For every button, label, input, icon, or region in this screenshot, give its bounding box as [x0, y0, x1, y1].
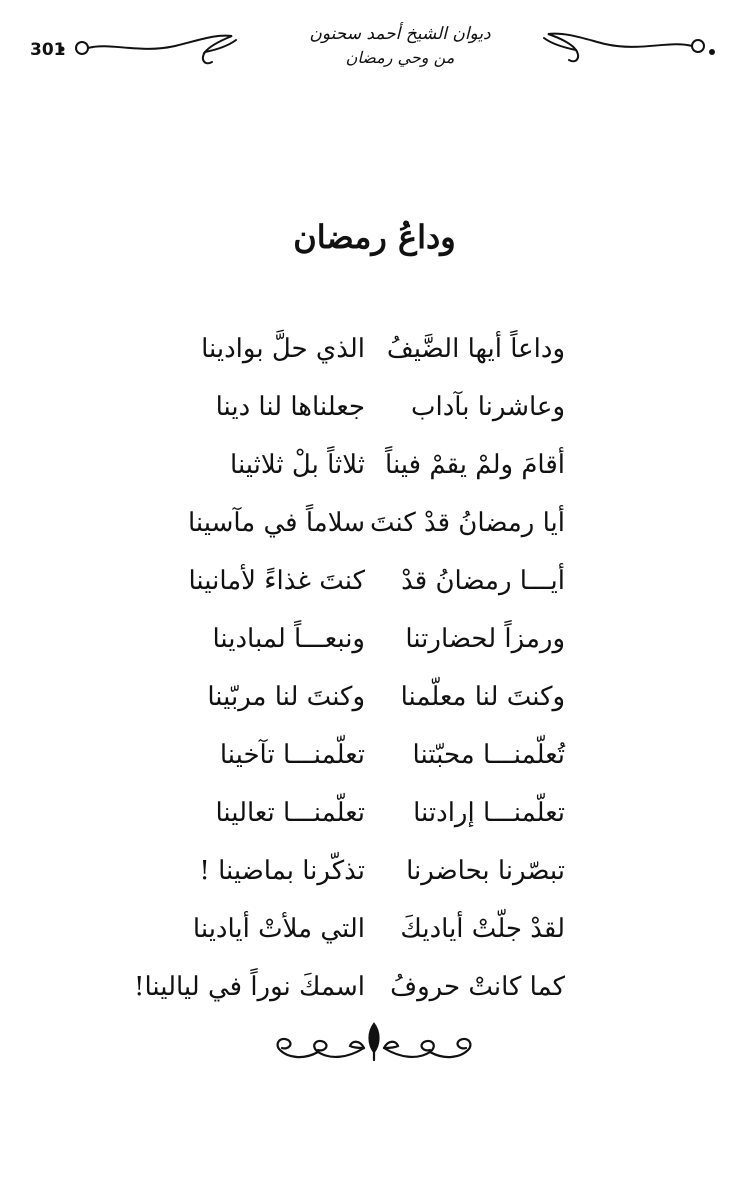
second-hemistich: تعلّمنـــا تآخينا: [219, 740, 365, 770]
poem-title: وداعُ رمضان: [293, 218, 456, 256]
verse-line: [185, 494, 565, 552]
second-hemistich: التي ملأتْ أيادينا: [192, 914, 365, 944]
first-hemistich: أيـــا رمضانُ قدْ: [401, 566, 565, 596]
second-hemistich: وكنتَ لنا مربّينا: [207, 682, 365, 712]
second-hemistich: سلاماً في مآسينا: [187, 508, 365, 538]
running-header: [250, 22, 550, 70]
verse-line: [185, 610, 565, 668]
second-hemistich: ونبعـــاً لمبادينا: [212, 624, 365, 654]
verse-line: [185, 842, 565, 900]
verse-line: [185, 436, 565, 494]
page-header: [0, 0, 749, 100]
first-hemistich: تُعلّمنـــا محبّتنا: [412, 740, 565, 770]
first-hemistich: تبصّرنا بحاضرنا: [406, 856, 565, 886]
verse-line: [185, 552, 565, 610]
first-hemistich: ورمزاً لحضارتنا: [405, 624, 565, 654]
book-title: ديوان الشيخ أحمد سحنون: [309, 24, 491, 44]
first-hemistich: وداعاً أيها الضَّيفُ: [386, 334, 565, 364]
page-number: 301: [30, 40, 66, 60]
second-hemistich: الذي حلَّ بوادينا: [201, 334, 365, 364]
first-hemistich: لقدْ جلّتْ أياديكَ: [400, 914, 565, 944]
first-hemistich: أقامَ ولمْ يقمْ فيناً: [385, 450, 565, 480]
verse-line: [185, 320, 565, 378]
first-hemistich: تعلّمنـــا إرادتنا: [413, 798, 565, 828]
second-hemistich: كنتَ غذاءً لأمانينا: [188, 566, 365, 596]
first-hemistich: وعاشرنا بآداب: [411, 392, 565, 422]
first-hemistich: كما كانتْ حروفُ: [390, 972, 565, 1002]
second-hemistich: جعلناها لنا دينا: [215, 392, 365, 422]
second-hemistich: تعلّمنـــا تعالينا: [215, 798, 365, 828]
first-hemistich: وكنتَ لنا معلّمنا: [400, 682, 565, 712]
section-title: من وحي رمضان: [345, 48, 455, 67]
first-hemistich: أيا رمضانُ قدْ كنتَ: [369, 508, 565, 538]
verse-line: [185, 668, 565, 726]
verse-line: [185, 900, 565, 958]
second-hemistich: ثلاثاً بلْ ثلاثينا: [230, 450, 365, 480]
verse-line: [185, 784, 565, 842]
poem-body: [134, 320, 565, 1016]
second-hemistich: تذكّرنا بماضينا !: [199, 856, 365, 886]
fleuron-icon: [268, 1018, 480, 1068]
verse-line: [134, 958, 565, 1016]
second-hemistich: اسمكَ نوراً في ليالينا!: [134, 972, 365, 1002]
verse-line: [185, 726, 565, 784]
verse-line: [185, 378, 565, 436]
